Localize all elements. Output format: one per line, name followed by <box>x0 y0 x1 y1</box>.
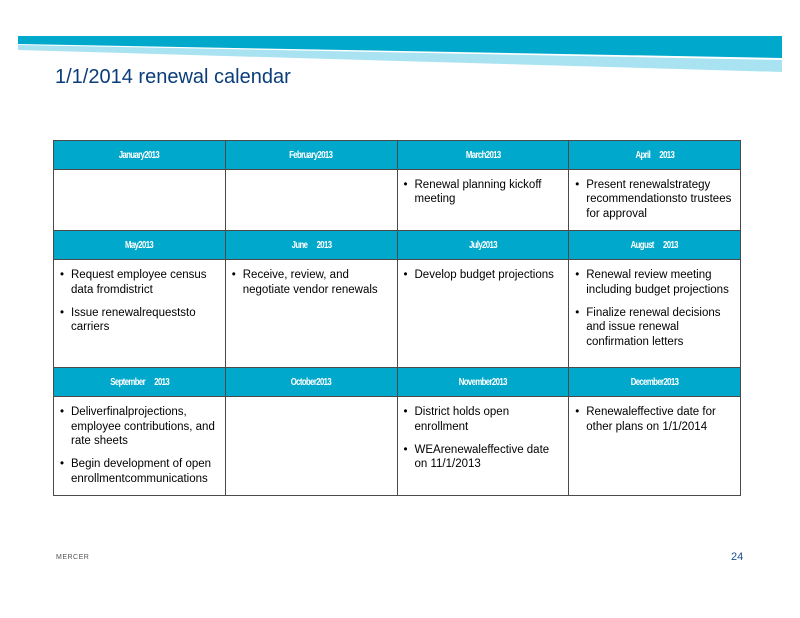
task-list <box>226 397 397 405</box>
month-label: September 2013 <box>109 376 169 388</box>
month-label: January2013 <box>119 149 160 161</box>
month-header-cell <box>54 231 226 260</box>
month-header-cell <box>225 231 397 260</box>
task-item: • Present renewalstrategy recommendationsto trustees for approval <box>575 178 736 221</box>
renewal-calendar-table <box>53 140 741 496</box>
month-header-cell <box>225 141 397 170</box>
month-content-row <box>54 170 741 231</box>
page-number: 24 <box>731 551 744 563</box>
month-cell <box>54 397 226 496</box>
month-header-row <box>54 231 741 260</box>
month-cell <box>54 260 226 368</box>
month-header-cell <box>54 368 226 397</box>
month-header-cell <box>397 368 569 397</box>
task-item: • WEArenewaleffective date on 11/1/2013 <box>404 443 565 472</box>
task-list <box>226 170 397 178</box>
task-item: • Renewal review meeting including budget projections <box>575 268 736 297</box>
task-item: • Finalize renewal decisions and issue renewal confirmation letters <box>575 306 736 349</box>
task-list <box>226 260 397 297</box>
task-list <box>569 260 740 349</box>
task-list <box>54 397 225 486</box>
month-content-row <box>54 397 741 496</box>
task-item: • Receive, review, and negotiate vendor renewals <box>232 268 393 297</box>
month-cell <box>225 397 397 496</box>
month-cell <box>397 397 569 496</box>
month-header-cell <box>569 141 741 170</box>
month-label: June 2013 <box>291 239 332 251</box>
task-item: • Request employee census data fromdistrict <box>60 268 221 297</box>
task-item: • Issue renewalrequeststo carriers <box>60 306 221 335</box>
month-cell <box>397 260 569 368</box>
month-header-cell <box>54 141 226 170</box>
month-cell <box>569 260 741 368</box>
task-list <box>398 170 569 207</box>
task-list <box>398 397 569 472</box>
task-list <box>54 260 225 335</box>
month-cell <box>225 170 397 231</box>
month-header-cell <box>397 231 569 260</box>
month-label: February2013 <box>289 149 333 161</box>
task-item: • Deliverfinalprojections, employee contributions, and rate sheets <box>60 405 221 448</box>
month-cell <box>397 170 569 231</box>
month-label: August 2013 <box>631 239 679 251</box>
month-content-row <box>54 260 741 368</box>
month-label: November2013 <box>458 376 507 388</box>
month-label: April 2013 <box>635 149 675 161</box>
task-item: • Begin development of open enrollmentcommunications <box>60 457 221 486</box>
page-title: 1/1/2014 renewal calendar <box>55 66 291 88</box>
month-label: December2013 <box>630 376 679 388</box>
month-header-row <box>54 368 741 397</box>
task-item: • Renewaleffective date for other plans on 1/1/2014 <box>575 405 736 434</box>
month-header-cell <box>397 141 569 170</box>
task-list <box>569 397 740 434</box>
month-cell <box>569 170 741 231</box>
task-list <box>398 260 569 282</box>
month-header-cell <box>569 368 741 397</box>
month-label: May2013 <box>125 239 154 251</box>
task-item: • Renewal planning kickoff meeting <box>404 178 565 207</box>
month-label: March2013 <box>465 149 501 161</box>
month-header-row <box>54 141 741 170</box>
task-item: • Develop budget projections <box>404 268 565 282</box>
month-label: October2013 <box>290 376 332 388</box>
mercer-logo: MERCER <box>56 554 90 561</box>
month-label: July2013 <box>468 239 497 251</box>
month-header-cell <box>225 368 397 397</box>
month-cell <box>569 397 741 496</box>
month-header-cell <box>569 231 741 260</box>
month-cell <box>225 260 397 368</box>
task-list <box>54 170 225 178</box>
task-list <box>569 170 740 221</box>
month-cell <box>54 170 226 231</box>
task-item: • District holds open enrollment <box>404 405 565 434</box>
